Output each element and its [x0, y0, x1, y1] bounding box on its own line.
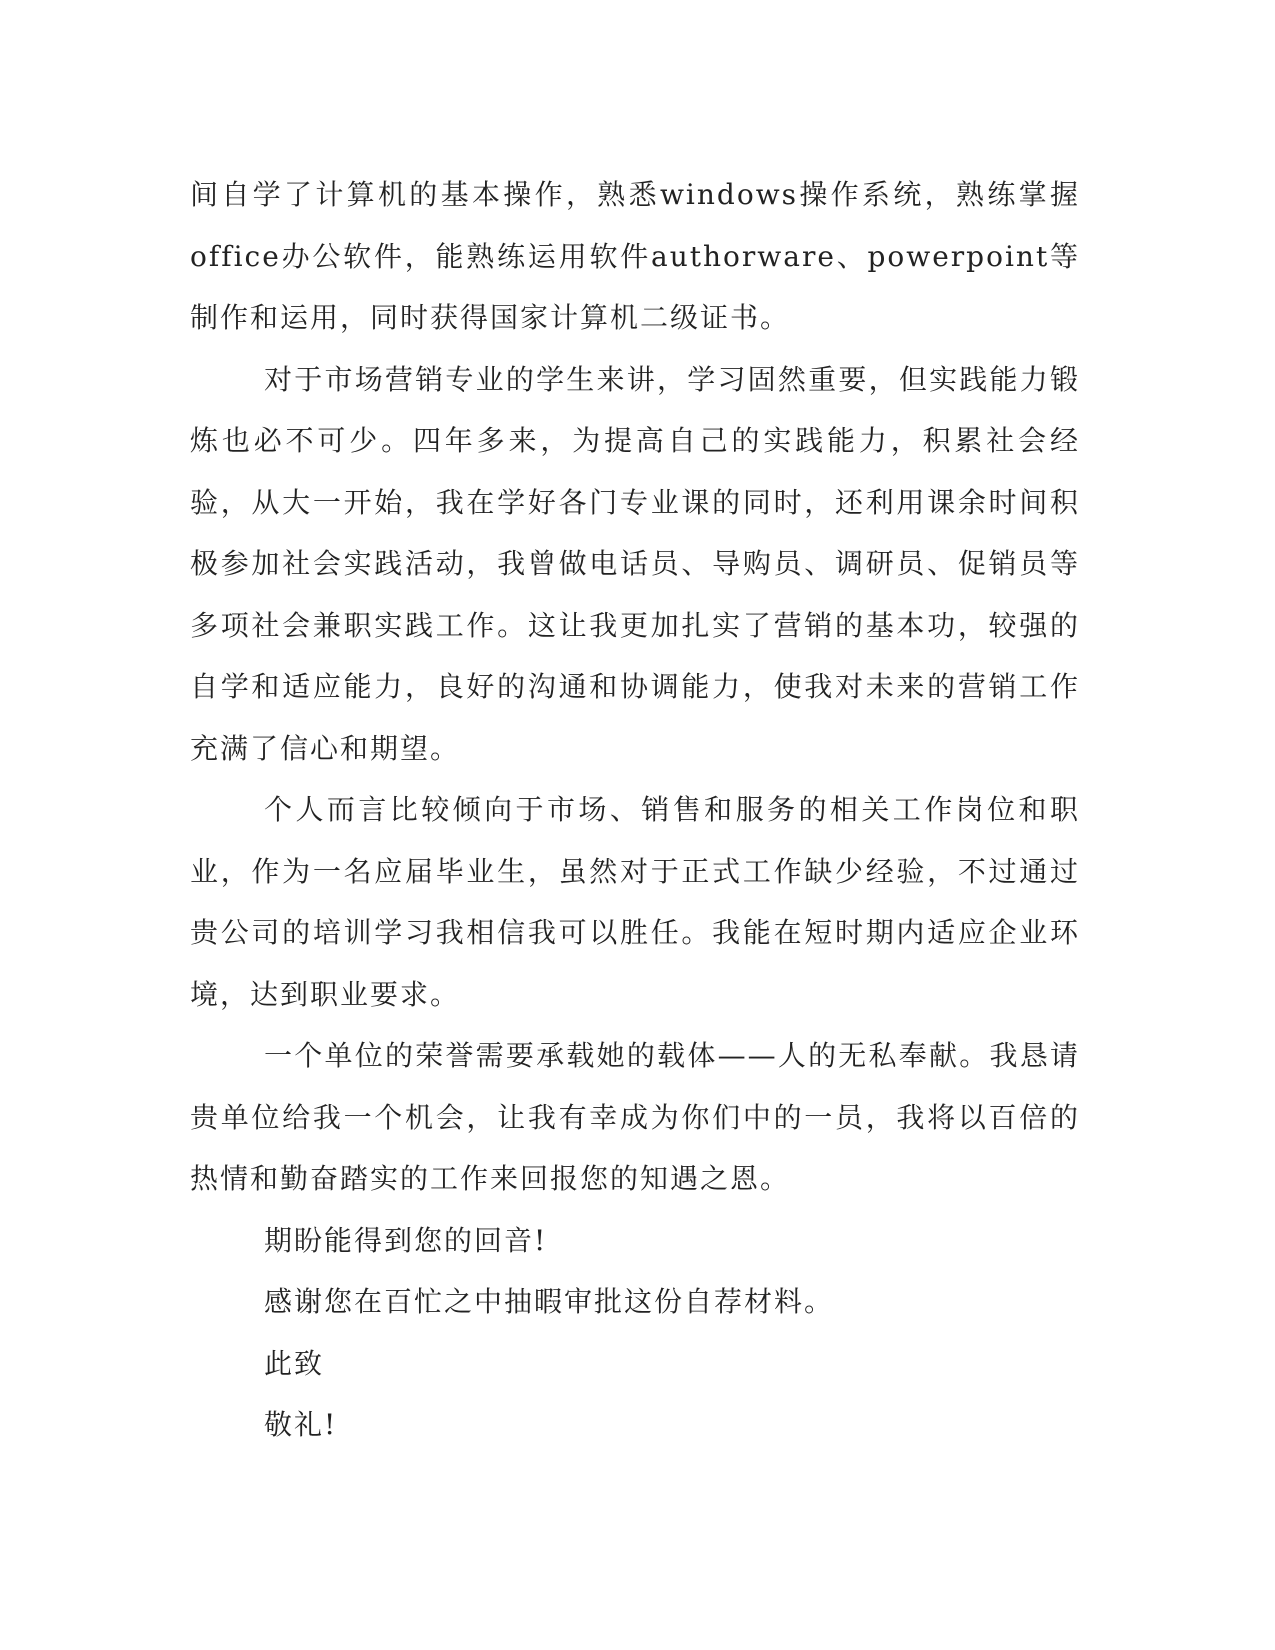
paragraph-computer-skills: 间自学了计算机的基本操作，熟悉windows操作系统，熟练掌握office办公软件，能熟练运用软件authorware、powerpoint等制作和运用，同时获得国家计算机二级证书。	[190, 178, 1080, 334]
closing-hope: 期盼能得到您的回音!	[264, 1223, 548, 1257]
closing-salutation: 此致	[264, 1346, 325, 1380]
closing-regards: 敬礼!	[264, 1408, 338, 1441]
paragraph-practice-experience: 对于市场营销专业的学生来讲，学习固然重要，但实践能力锻炼也必不可少。四年多来，为提高自己的实践能力，积累社会经验，从大一开始，我在学好各门专业课的同时，还利用课余时间积极参加社会实践活动，我曾做电话员、导购员、调研员、促销员等多项社会兼职实践工作。这让我更加扎实了营销的基本功，较强的自学和适应能力，良好的沟通和协调能力，使我对未来的营销工作充满了信心和期望。	[190, 362, 1080, 765]
paragraph-career-intent: 个人而言比较倾向于市场、销售和服务的相关工作岗位和职业，作为一名应届毕业生，虽然对于正式工作缺少经验，不过通过贵公司的培训学习我相信我可以胜任。我能在短时期内适应企业环境，达到职业要求。	[190, 793, 1080, 1011]
paragraph-request: 一个单位的荣誉需要承载她的载体——人的无私奉献。我恳请贵单位给我一个机会，让我有幸成为你们中的一员，我将以百倍的热情和勤奋踏实的工作来回报您的知遇之恩。	[190, 1039, 1080, 1195]
closing-thanks: 感谢您在百忙之中抽暇审批这份自荐材料。	[264, 1285, 835, 1318]
letter-body	[190, 164, 1080, 1456]
